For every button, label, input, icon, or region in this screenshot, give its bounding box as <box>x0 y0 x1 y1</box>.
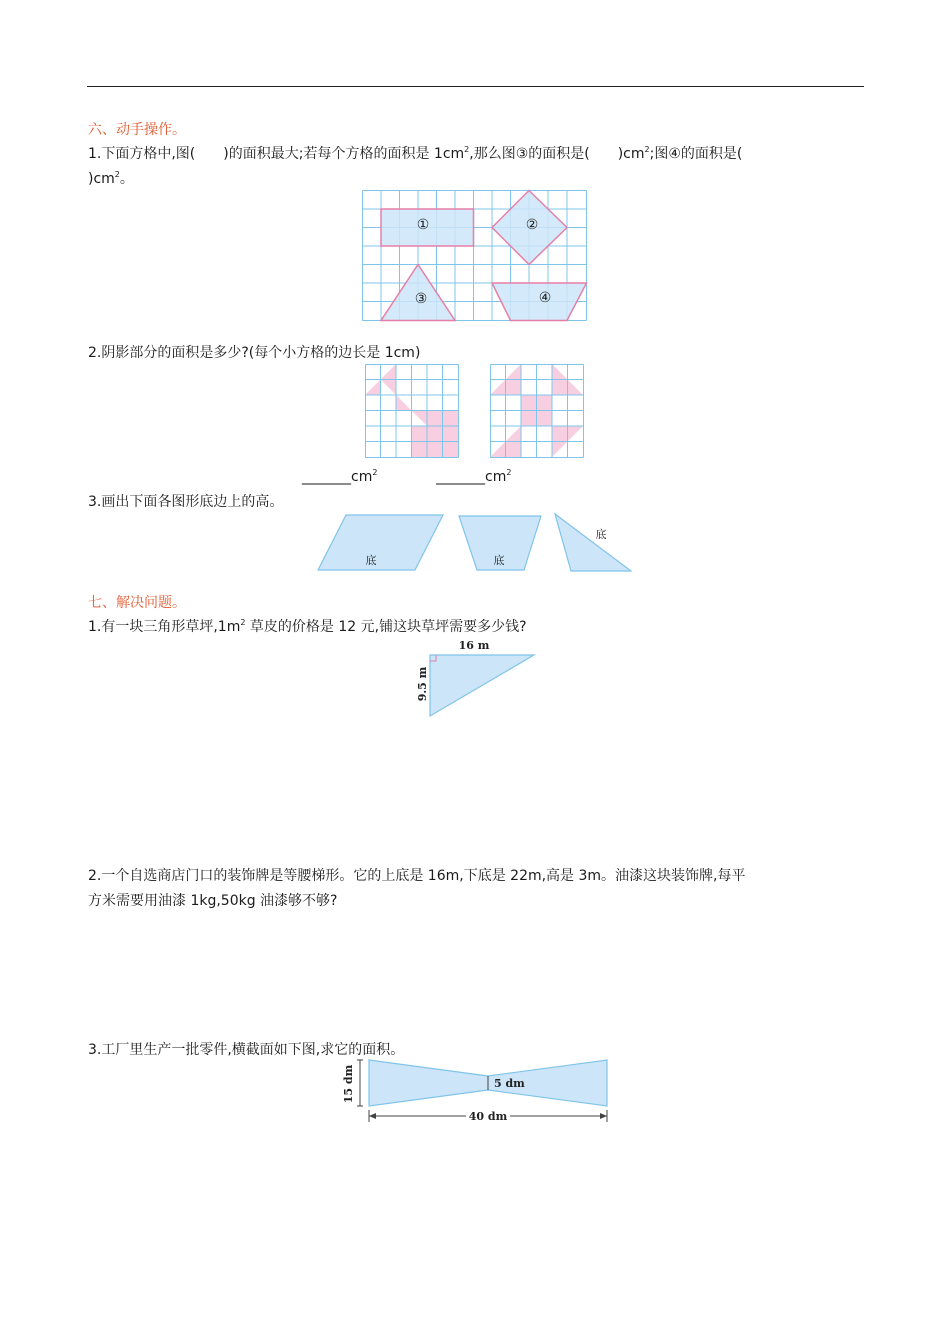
triangle-base-label: 底 <box>595 528 607 541</box>
dim-mid-label: 5 dm <box>494 1077 525 1090</box>
section6-heading: 六、动手操作。 <box>88 122 186 138</box>
s6-q1-line2: )$cm^2$。 <box>88 170 134 187</box>
dim-width-label: 40 dm <box>468 1110 508 1123</box>
right-triangle-lawn <box>410 636 540 720</box>
answer-blank-left[interactable]: $\_\_\_\_\_\_\_cm^2$ <box>302 468 378 485</box>
answer-blank-right[interactable]: $\_\_\_\_\_\_\_cm^2$ <box>436 468 512 485</box>
top-rule <box>87 86 864 87</box>
width-arrow-right <box>600 1113 607 1119</box>
shape-label-4: ④ <box>538 290 552 306</box>
dim-height-label: 15 dm <box>342 1064 355 1104</box>
shape-label-3: ③ <box>414 291 428 307</box>
s7-q2-line1: 2.一个自选商店门口的装饰牌是等腰梯形。它的上底是 16m,下底是 22m,高是 3m。油漆这块装饰牌,每平 <box>88 868 746 884</box>
s7-q3-text: 3.工厂里生产一批零件,横截面如下图,求它的面积。 <box>88 1042 405 1058</box>
trapezoid-base-label: 底 <box>493 554 505 567</box>
s7-q2-line2: 方米需要用油漆 1kg,50kg 油漆够不够? <box>88 893 338 909</box>
s6-q3-text: 3.画出下面各图形底边上的高。 <box>88 494 284 510</box>
dim-side-label: 9.5 m <box>416 666 429 702</box>
shaded-grid-left <box>365 364 459 458</box>
bowtie-cross-section <box>340 1058 615 1128</box>
area-grid-figure <box>362 190 587 321</box>
dim-top-label: 16 m <box>458 639 490 652</box>
parallelogram <box>318 515 443 570</box>
base-height-figures <box>318 513 634 573</box>
shaded-grid-right <box>490 364 584 458</box>
s7-q1-text: 1.有一块三角形草坪$,1m^2$ 草皮的价格是 12 元,铺这块草坪需要多少钱? <box>88 618 527 635</box>
parallelogram-base-label: 底 <box>365 554 377 567</box>
shape-label-2: ② <box>525 217 539 233</box>
section7-heading: 七、解决问题。 <box>88 595 186 611</box>
triangle <box>555 514 631 571</box>
lawn-triangle <box>430 655 534 716</box>
s6-q2-text: 2.阴影部分的面积是多少?(每个小方格的边长是 1cm) <box>88 345 421 361</box>
shape-label-1: ① <box>416 217 430 233</box>
s6-q1-line1: 1.下面方格中,图( )的面积最大;若每个方格的面积是 $1cm^2$,那么图③的面积是( )$cm^2$;图④的面积是( <box>88 145 743 162</box>
width-arrow-left <box>369 1113 376 1119</box>
